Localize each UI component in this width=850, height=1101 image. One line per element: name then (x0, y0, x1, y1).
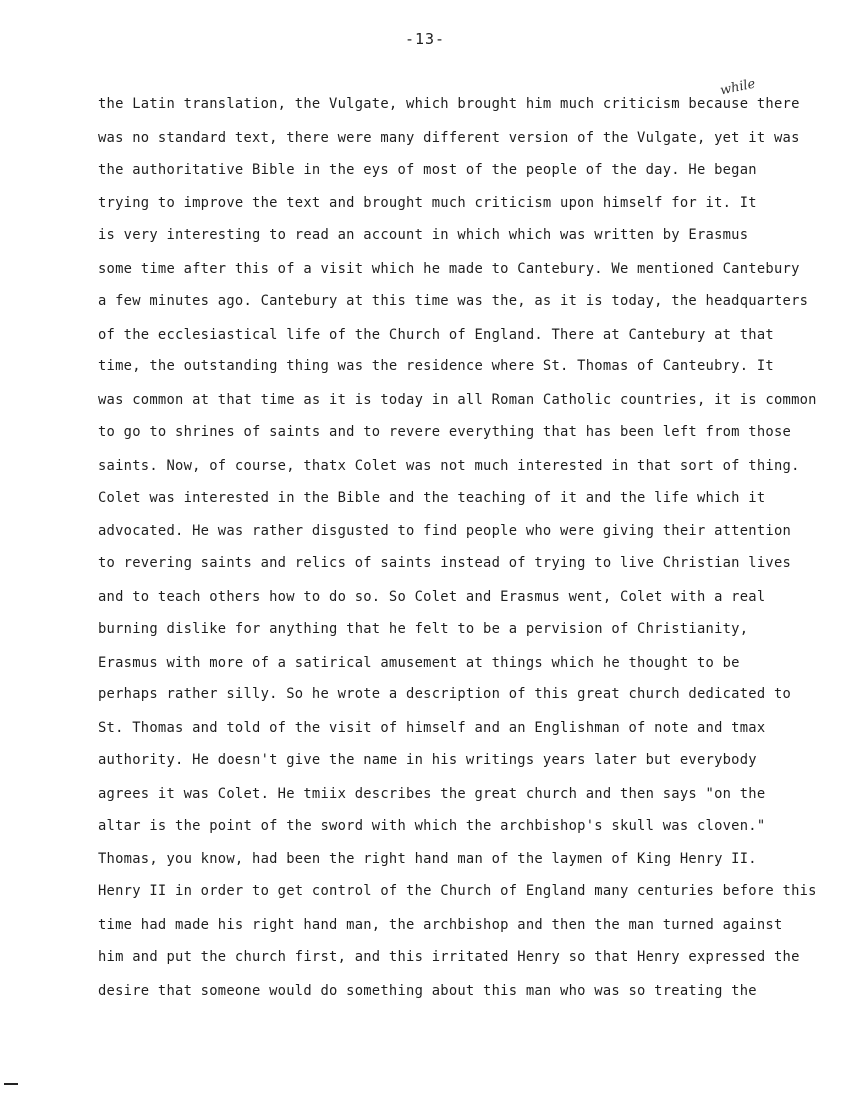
text-line: burning dislike for anything that he felt to be a pervision of Christianity, (98, 620, 749, 637)
text-line: time had made his right hand man, the archbishop and then the man turned against (98, 916, 783, 933)
text-line: altar is the point of the sword with which the archbishop's skull was cloven." (98, 817, 766, 834)
text-line: Erasmus with more of a satirical amusement at things which he thought to be (98, 654, 740, 671)
text-line: was no standard text, there were many different version of the Vulgate, yet it was (98, 129, 800, 146)
text-line: trying to improve the text and brought much criticism upon himself for it. It (98, 195, 757, 212)
text-line: Colet was interested in the Bible and the teaching of it and the life which it (98, 489, 766, 506)
text-line: to revering saints and relics of saints instead of trying to live Christian lives (98, 555, 792, 572)
text-line: him and put the church first, and this irritated Henry so that Henry expressed the (98, 948, 800, 965)
text-line: agrees it was Colet. He tmiix describes the great church and then says "on the (98, 785, 766, 802)
text-line: was common at that time as it is today in all Roman Catholic countries, it is common (98, 392, 817, 409)
text-line: saints. Now, of course, thatx Colet was not much interested in that sort of thing. (98, 457, 800, 474)
text-line: a few minutes ago. Cantebury at this time was the, as it is today, the headquarters (98, 292, 809, 309)
text-line: advocated. He was rather disgusted to find people who were giving their attention (98, 523, 792, 540)
body-text (98, 94, 818, 1012)
text-line: to go to shrines of saints and to revere everything that has been left from those (98, 423, 792, 440)
text-line: and to teach others how to do so. So Colet and Erasmus went, Colet with a real (98, 588, 766, 605)
text-line: perhaps rather silly. So he wrote a description of this great church dedicated to (98, 686, 792, 703)
text-line: the Latin translation, the Vulgate, which brought him much criticism because there (98, 96, 800, 112)
text-line: St. Thomas and told of the visit of himself and an Englishman of note and tmax (98, 720, 766, 737)
text-line: is very interesting to read an account in which which was written by Erasmus (98, 227, 749, 244)
text-line: authority. He doesn't give the name in his writings years later but everybody (98, 751, 757, 768)
text-line: Henry II in order to get control of the Church of England many centuries before this (98, 883, 817, 900)
text-line: desire that someone would do something about this man who was so treating the (98, 982, 757, 999)
handwritten-annotation: while (718, 76, 757, 99)
text-line: of the ecclesiastical life of the Church of England. There at Cantebury at that (98, 326, 774, 343)
text-line: Thomas, you know, had been the right hand man of the laymen of King Henry II. (98, 851, 757, 868)
page-number: -13- (404, 30, 446, 48)
text-line: the authoritative Bible in the eys of most of the people of the day. He began (98, 161, 757, 178)
text-line: time, the outstanding thing was the residence where St. Thomas of Canteubry. It (98, 358, 774, 375)
text-line: some time after this of a visit which he made to Cantebury. We mentioned Cantebury (98, 260, 800, 277)
margin-dash-mark (4, 1083, 18, 1085)
